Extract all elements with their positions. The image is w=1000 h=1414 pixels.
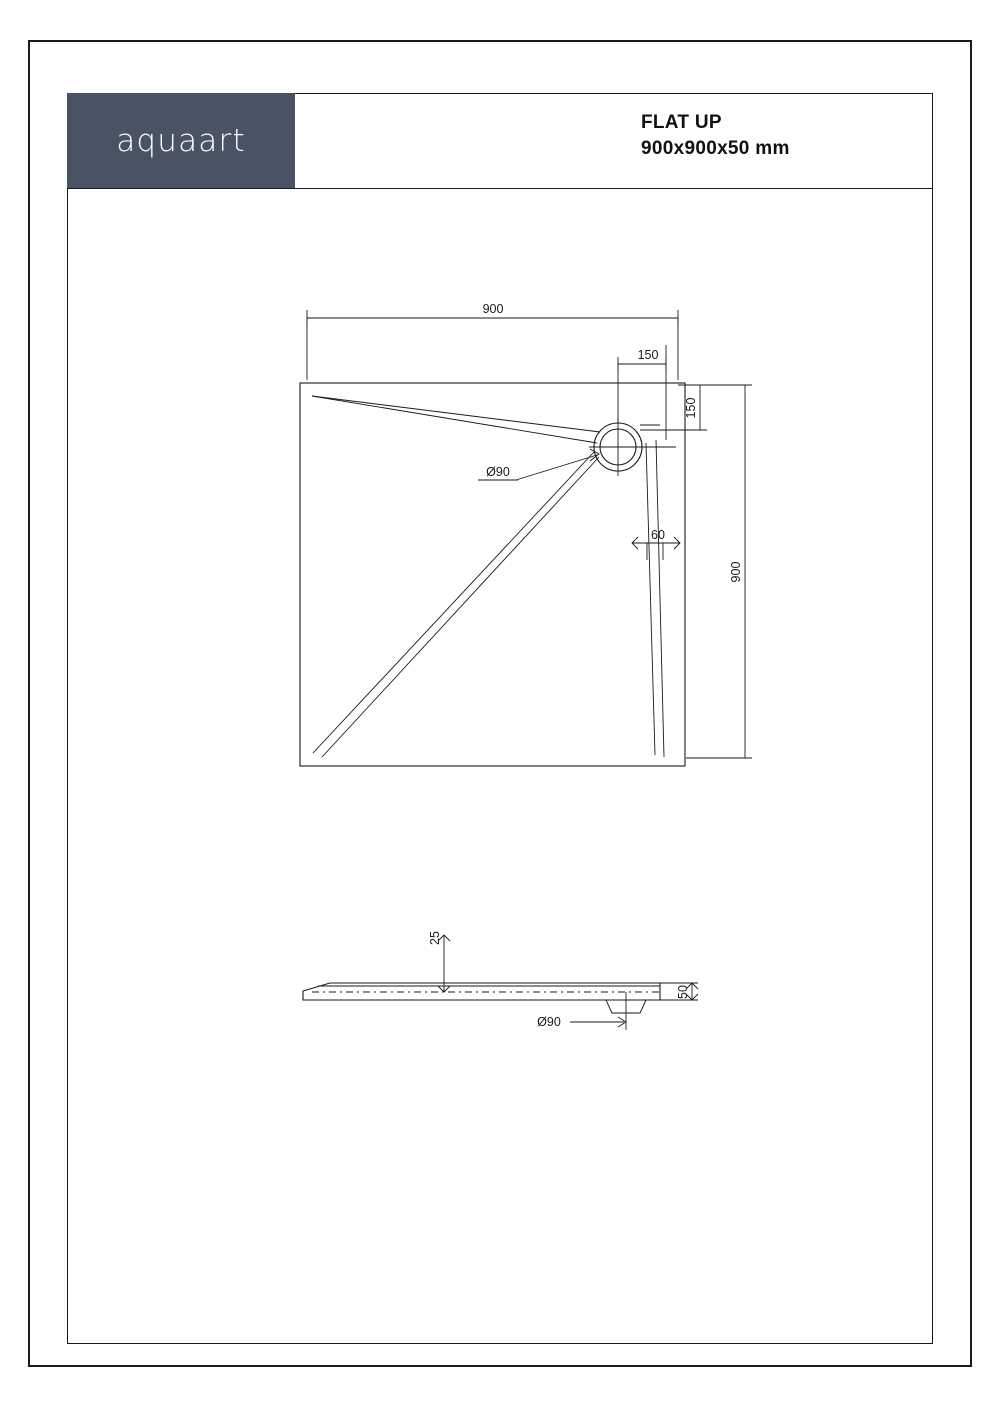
dim-label-drain-diameter-top: Ø90	[486, 465, 510, 479]
dim-label-channel-60: 60	[651, 528, 665, 542]
dim-label-height-50: 50	[676, 985, 690, 999]
product-dimensions: 900x900x50 mm	[641, 138, 790, 159]
dim-label-slope-25: 25	[428, 931, 442, 945]
title-text-group	[641, 110, 921, 162]
dim-label-height-900: 900	[729, 561, 743, 583]
dim-label-drain-offset-y: 150	[684, 397, 698, 419]
brand-logo	[67, 93, 295, 188]
dim-label-width-900: 900	[482, 302, 504, 316]
product-title: FLAT UP	[641, 112, 722, 133]
title-block	[67, 93, 933, 189]
brand-logo-text: aquaart	[116, 122, 246, 159]
dim-label-drain-offset-x: 150	[637, 348, 659, 362]
drawing-frame	[67, 93, 933, 1344]
dim-label-drain-diameter-side: Ø90	[537, 1015, 561, 1029]
